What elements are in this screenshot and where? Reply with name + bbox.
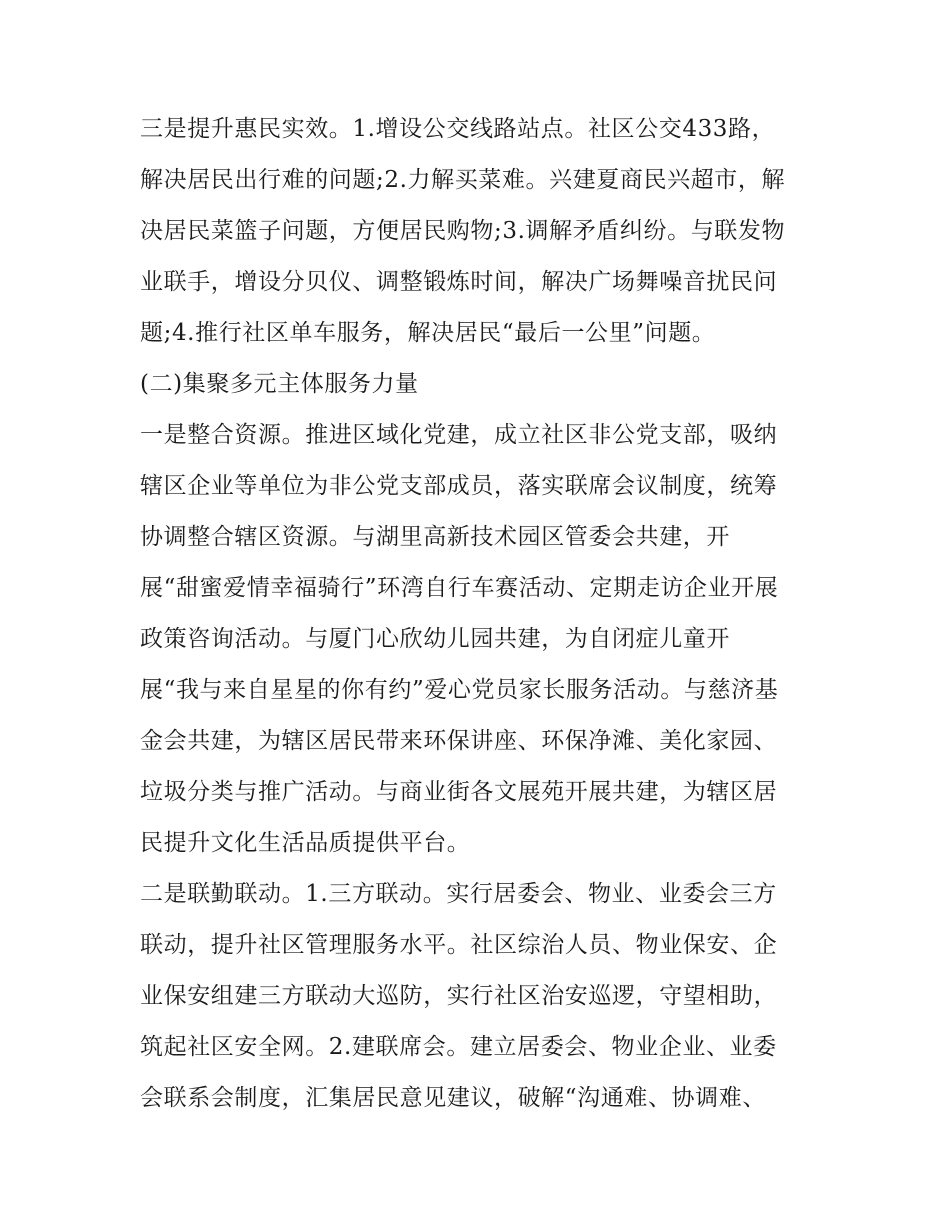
section-heading: (二)集聚多元主体服务力量	[140, 371, 419, 397]
text-line: 一是整合资源。推进区域化党建，成立社区非公党支部，吸纳	[140, 422, 778, 448]
text-line: 联动，提升社区管理服务水平。社区综治人员、物业保安、企	[140, 932, 778, 958]
text-line: 筑起社区安全网。2.建联席会。建立居委会、物业企业、业委	[140, 1034, 777, 1060]
text-line: 三是提升惠民实效。1.增设公交线路站点。社区公交433路，	[140, 116, 776, 142]
text-line: 展“我与来自星星的你有约”爱心党员家长服务活动。与慈济基	[140, 677, 779, 703]
text-line: 决居民菜篮子问题，方便居民购物;3.调解矛盾纠纷。与联发物	[140, 218, 786, 244]
text-line: 民提升文化生活品质提供平台。	[140, 830, 471, 856]
text-line: 题;4.推行社区单车服务，解决居民“最后一公里”问题。	[140, 320, 716, 346]
text-line: 展“甜蜜爱情幸福骑行”环湾自行车赛活动、定期走访企业开展	[140, 575, 779, 601]
text-line: 辖区企业等单位为非公党支部成员，落实联席会议制度，统筹	[140, 473, 778, 499]
text-line: 业联手，增设分贝仪、调整锻炼时间，解决广场舞噪音扰民问	[140, 269, 778, 295]
body-text	[140, 111, 820, 1131]
text-line: 解决居民出行难的问题;2.力解买菜难。兴建夏商民兴超市，解	[140, 167, 786, 193]
text-line: 二是联勤联动。1.三方联动。实行居委会、物业、业委会三方	[140, 881, 777, 907]
text-line: 协调整合辖区资源。与湖里高新技术园区管委会共建，开	[140, 524, 730, 550]
text-line: 会联系会制度，汇集居民意见建议，破解“沟通难、协调难、	[140, 1085, 766, 1111]
text-line: 垃圾分类与推广活动。与商业街各文展苑开展共建，为辖区居	[140, 779, 778, 805]
text-line: 业保安组建三方联动大巡防，实行社区治安巡逻，守望相助，	[140, 983, 778, 1009]
text-line: 政策咨询活动。与厦门心欣幼儿园共建，为自闭症儿童开	[140, 626, 730, 652]
text-line: 金会共建，为辖区居民带来环保讲座、环保净滩、美化家园、	[140, 728, 778, 754]
